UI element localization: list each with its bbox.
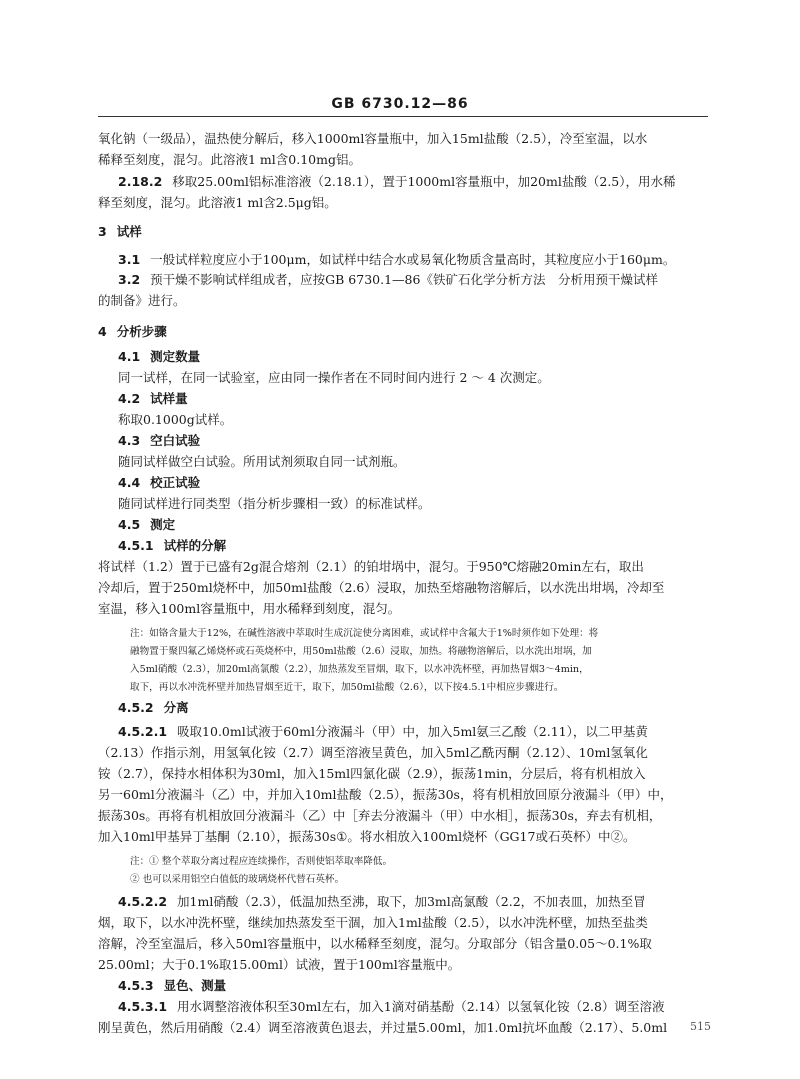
clause-number: 3.1: [118, 252, 141, 267]
text-line: 加入10ml甲基异丁基酮（2.10），振荡30s①。将水相放入100ml烧杯（GG17或石英杯）中②。: [98, 829, 636, 844]
text-line: 随同试样进行同类型（指分析步骤相一致）的标准试样。: [118, 496, 431, 511]
clause-number: 4.2: [118, 391, 141, 406]
section-title: 试样: [116, 224, 142, 239]
text-line: 冷却后，置于250ml烧杯中，加50ml盐酸（2.6）浸取，加热至熔融物溶解后，以水洗出坩埚，冷却至: [98, 580, 665, 595]
clause-title: 试样量: [150, 391, 188, 406]
text-line: 吸取10.0ml试液于60ml分液漏斗（甲）中，加入5ml氨三乙酸（2.11），以二甲基黄: [177, 724, 648, 739]
clause-number: 4.5.2: [118, 700, 154, 715]
clause-4-5-3-1: [118, 997, 708, 1017]
text-line: 烟，取下，以水冲洗杯壁，继续加热蒸发至干涸，加入1ml盐酸（2.5），以水冲洗杯壁，加热至盐类: [98, 915, 648, 930]
clause-title: 测定数量: [150, 349, 201, 364]
text-line: 预干燥不影响试样组成者，应按GB 6730.1—86《铁矿石化学分析方法 分析用预干燥试样: [150, 272, 658, 287]
clause-title: 校正试验: [150, 475, 201, 490]
text-line: 随同试样做空白试验。所用试剂须取自同一试剂瓶。: [118, 454, 406, 469]
text-line: 释至刻度，混匀。此溶液1 ml含2.5μg铝。: [98, 195, 337, 210]
note-line: 取下，再以水冲洗杯壁并加热冒烟至近干，取下，加50ml盐酸（2.6），以下按4.5.1中相应步骤进行。: [130, 682, 564, 693]
clause-title: 测定: [150, 517, 176, 532]
clause-number: 4.4: [118, 475, 141, 490]
clause-3-1: [118, 250, 708, 270]
text-line: （2.13）作指示剂，用氢氧化铵（2.7）调至溶液呈黄色，加入5ml乙酰丙酮（2.12）、10ml氢氧化: [98, 745, 648, 760]
clause-number: 3.2: [118, 272, 141, 287]
text-line: 氧化钠（一级品），温热使分解后，移入1000ml容量瓶中，加入15ml盐酸（2.5），冷至室温，以水: [98, 131, 648, 146]
clause-title: 试样的分解: [163, 538, 227, 553]
section-4-heading: [98, 322, 708, 342]
section-title: 分析步骤: [116, 324, 167, 339]
text-line: 移取25.00ml铝标准溶液（2.18.1），置于1000ml容量瓶中，加20ml盐酸（2.5），用水稀: [172, 174, 676, 189]
clause-number: 4.5.2.2: [118, 894, 168, 909]
clause-number: 4.5.1: [118, 538, 154, 553]
header-rule: [98, 116, 708, 117]
clause-2-18-2: [118, 172, 708, 192]
clause-number: 4.5.3: [118, 978, 154, 993]
note-line: 融物置于聚四氟乙烯烧杯或石英烧杯中，用50ml盐酸（2.6）浸取，加热。将融物溶解后，以水洗出坩埚，加: [130, 646, 592, 657]
text-line: 加1ml硝酸（2.3），低温加热至沸，取下，加3ml高氯酸（2.2，不加表皿，加热至冒: [177, 894, 646, 909]
clause-title: 分离: [163, 700, 189, 715]
clause-number: 4.1: [118, 349, 141, 364]
clause-4-2: [118, 389, 708, 409]
clause-4-5-2: [118, 698, 708, 718]
clause-4-5: [118, 515, 708, 535]
clause-4-5-2-2: [118, 892, 708, 912]
note-line: ② 也可以采用铝空白值低的玻璃烧杯代替石英杯。: [130, 874, 345, 885]
clause-3-2: [118, 270, 708, 290]
clause-number: 4.3: [118, 433, 141, 448]
clause-4-5-2-1: [118, 722, 708, 742]
text-line: 将试样（1.2）置于已盛有2g混合熔剂（2.1）的铂坩埚中，混匀。于950℃熔融20min左右，取出: [98, 559, 644, 574]
page-number: 515: [690, 1020, 711, 1033]
clause-number: 4.5: [118, 517, 141, 532]
note-line: 注：① 整个萃取分离过程应连续操作，否则使铝萃取率降低。: [130, 856, 393, 867]
clause-number: 4.5.3.1: [118, 999, 168, 1014]
note-line: 注：如铬含量大于12%，在碱性溶液中萃取时生成沉淀使分离困难，或试样中含氟大于1%时须作如下处理：将: [130, 628, 599, 639]
text-line: 稀释至刻度，混匀。此溶液1 ml含0.10mg铝。: [98, 152, 361, 167]
text-line: 刚呈黄色，然后用硝酸（2.4）调至溶液黄色退去，并过量5.00ml，加1.0ml抗坏血酸（2.17）、5.0ml: [98, 1020, 668, 1035]
section-3-heading: [98, 222, 708, 242]
page-header: GB 6730.12—86: [331, 96, 469, 112]
section-number: 4: [98, 324, 107, 339]
clause-title: 显色、测量: [163, 978, 227, 993]
clause-4-4: [118, 473, 708, 493]
text-line: 称取0.1000g试样。: [118, 412, 233, 427]
text-line: 铵（2.7），保持水相体积为30ml，加入15ml四氯化碳（2.9），振荡1min，分层后，将有机相放入: [98, 766, 646, 781]
section-number: 3: [98, 224, 107, 239]
clause-4-1: [118, 347, 708, 367]
text-line: 同一试样，在同一试验室，应由同一操作者在不同时间内进行 2 ～ 4 次测定。: [118, 370, 550, 385]
clause-4-3: [118, 431, 708, 451]
note-line: 入5ml硝酸（2.3），加20ml高氯酸（2.2），加热蒸发至冒烟，取下，以水冲洗杯壁，再加热冒烟3～4min，: [130, 664, 589, 675]
text-line: 另一60ml分液漏斗（乙）中，并加入10ml盐酸（2.5），振荡30s，将有机相放回原分液漏斗（甲）中，: [98, 787, 673, 802]
clause-title: 空白试验: [150, 433, 201, 448]
clause-4-5-1: [118, 536, 708, 556]
text-line: 的制备》进行。: [98, 293, 186, 308]
text-line: 振荡30s。再将有机相放回分液漏斗（乙）中［弃去分液漏斗（甲）中水相］，振荡30s，弃去有机相，: [98, 808, 662, 823]
clause-number: 2.18.2: [118, 174, 163, 189]
clause-4-5-3: [118, 976, 708, 996]
text-line: 室温，移入100ml容量瓶中，用水稀释到刻度，混匀。: [98, 601, 401, 616]
text-line: 用水调整溶液体积至30ml左右，加入1滴对硝基酚（2.14）以氢氧化铵（2.8）调至溶液: [177, 999, 665, 1014]
text-line: 25.00ml；大于0.1%取15.00ml）试液，置于100ml容量瓶中。: [98, 957, 461, 972]
text-line: 溶解，冷至室温后，移入50ml容量瓶中，以水稀释至刻度，混匀。分取部分（铝含量0.05～0.1%取: [98, 936, 652, 951]
clause-number: 4.5.2.1: [118, 724, 168, 739]
text-line: 一般试样粒度应小于100μm，如试样中结合水或易氧化物质含量高时，其粒度应小于160μm。: [150, 252, 676, 267]
